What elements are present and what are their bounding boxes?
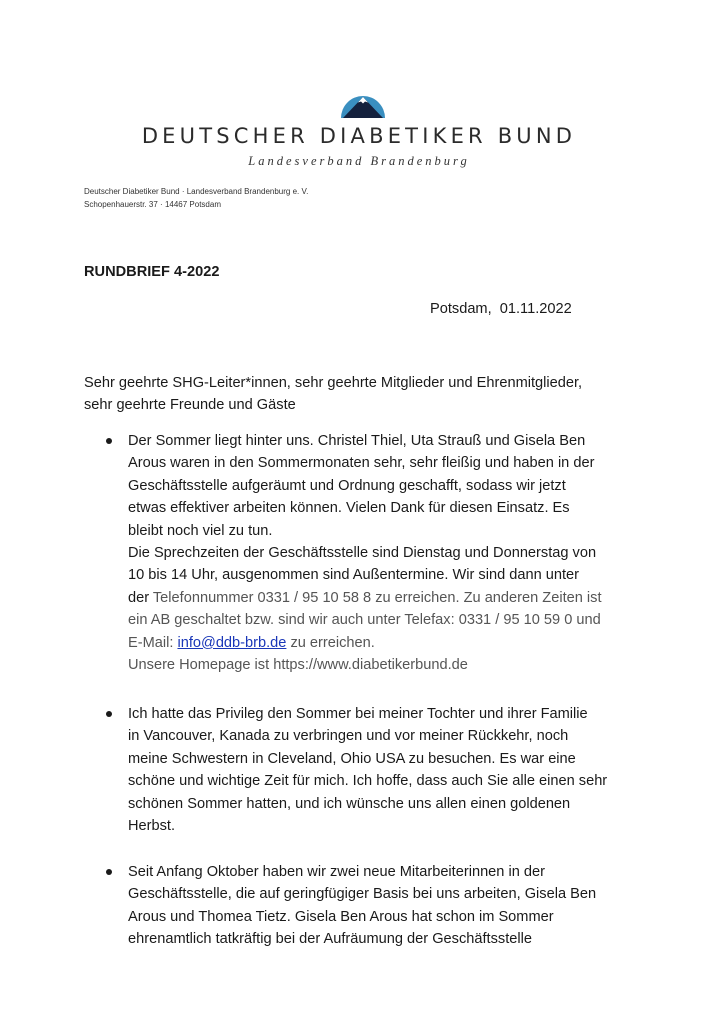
ddb-mountain-logo-icon xyxy=(339,86,387,120)
org-subtitle: Landesverband Brandenburg xyxy=(248,154,470,168)
salutation-line: sehr geehrte Freunde und Gäste xyxy=(84,397,296,413)
bullet-dot-icon xyxy=(106,869,112,875)
paragraph-line: Geschäftsstelle aufgeräumt und Ordnung geschafft, sodass wir jetzt xyxy=(128,477,566,494)
bullet-dot-icon xyxy=(106,711,112,717)
paragraph-line: meine Schwestern in Cleveland, Ohio USA zu besuchen. Es war eine xyxy=(128,750,576,767)
paragraph-line xyxy=(128,587,648,609)
bullet-item-new-staff xyxy=(128,861,648,951)
fax-line: ein AB geschaltet bzw. sind wir auch unter Telefax: 0331 / 95 10 59 0 und xyxy=(128,612,601,629)
paragraph-line: etwas effektiver arbeiten können. Vielen Dank für diesen Einsatz. Es xyxy=(128,500,570,517)
sender-address-line-2: Schopenhauerstr. 37 · 14467 Potsdam xyxy=(84,200,221,209)
place-date: Potsdam, 01.11.2022 xyxy=(430,301,572,317)
email-suffix: zu erreichen. xyxy=(286,634,375,651)
homepage-line: Unsere Homepage ist https://www.diabetikerbund.de xyxy=(128,657,468,674)
paragraph-line: Geschäftsstelle, die auf geringfügiger Basis bei uns arbeiten, Gisela Ben xyxy=(128,886,597,903)
email-line xyxy=(128,632,648,654)
salutation xyxy=(84,372,664,416)
org-name: DEUTSCHER DIABETIKER BUND xyxy=(141,124,577,148)
phone-text: Telefonnummer 0331 / 95 10 58 8 zu erreichen. Zu anderen Zeiten ist xyxy=(152,589,602,606)
paragraph-line: ehrenamtlich tatkräftig bei der Aufräumung der Geschäftsstelle xyxy=(128,931,532,948)
bullet-item-vancouver xyxy=(128,703,648,837)
sender-address-line-1: Deutscher Diabetiker Bund · Landesverband Brandenburg e. V. xyxy=(84,187,309,196)
paragraph-line: Der Sommer liegt hinter uns. Christel Thiel, Uta Strauß und Gisela Ben xyxy=(128,433,586,449)
paragraph-line: Seit Anfang Oktober haben wir zwei neue Mitarbeiterinnen in der xyxy=(128,864,545,880)
paragraph-line: schönen Sommer hatten, und ich wünsche uns allen einen goldenen xyxy=(128,795,571,812)
paragraph-line: schöne und wichtige Zeit für mich. Ich hoffe, dass auch Sie alle einen sehr xyxy=(128,773,608,790)
text-segment: der xyxy=(128,589,153,606)
salutation-line: Sehr geehrte SHG-Leiter*innen, sehr geehrte Mitglieder und Ehrenmitglieder, xyxy=(84,375,583,391)
paragraph-line: bleibt noch viel zu tun. xyxy=(128,522,273,539)
letter-title: RUNDBRIEF 4-2022 xyxy=(84,264,220,280)
paragraph-line: 10 bis 14 Uhr, ausgenommen sind Außentermine. Wir sind dann unter xyxy=(128,567,580,584)
bullet-item-summer-office xyxy=(128,430,648,676)
paragraph-line: Die Sprechzeiten der Geschäftsstelle sind Dienstag und Donnerstag von xyxy=(128,545,597,562)
bullet-dot-icon xyxy=(106,438,112,444)
paragraph-line: Herbst. xyxy=(128,818,176,835)
email-link[interactable]: info@ddb-brb.de xyxy=(177,634,287,651)
paragraph-line: in Vancouver, Kanada zu verbringen und vor meiner Rückkehr, noch xyxy=(128,728,569,745)
paragraph-line: Arous und Thomea Tietz. Gisela Ben Arous hat schon im Sommer xyxy=(128,908,554,925)
paragraph-line: Arous waren in den Sommermonaten sehr, sehr fleißig und haben in der xyxy=(128,455,595,472)
paragraph-line: Ich hatte das Privileg den Sommer bei meiner Tochter und ihrer Familie xyxy=(128,706,588,722)
email-prefix: E-Mail: xyxy=(128,634,178,651)
